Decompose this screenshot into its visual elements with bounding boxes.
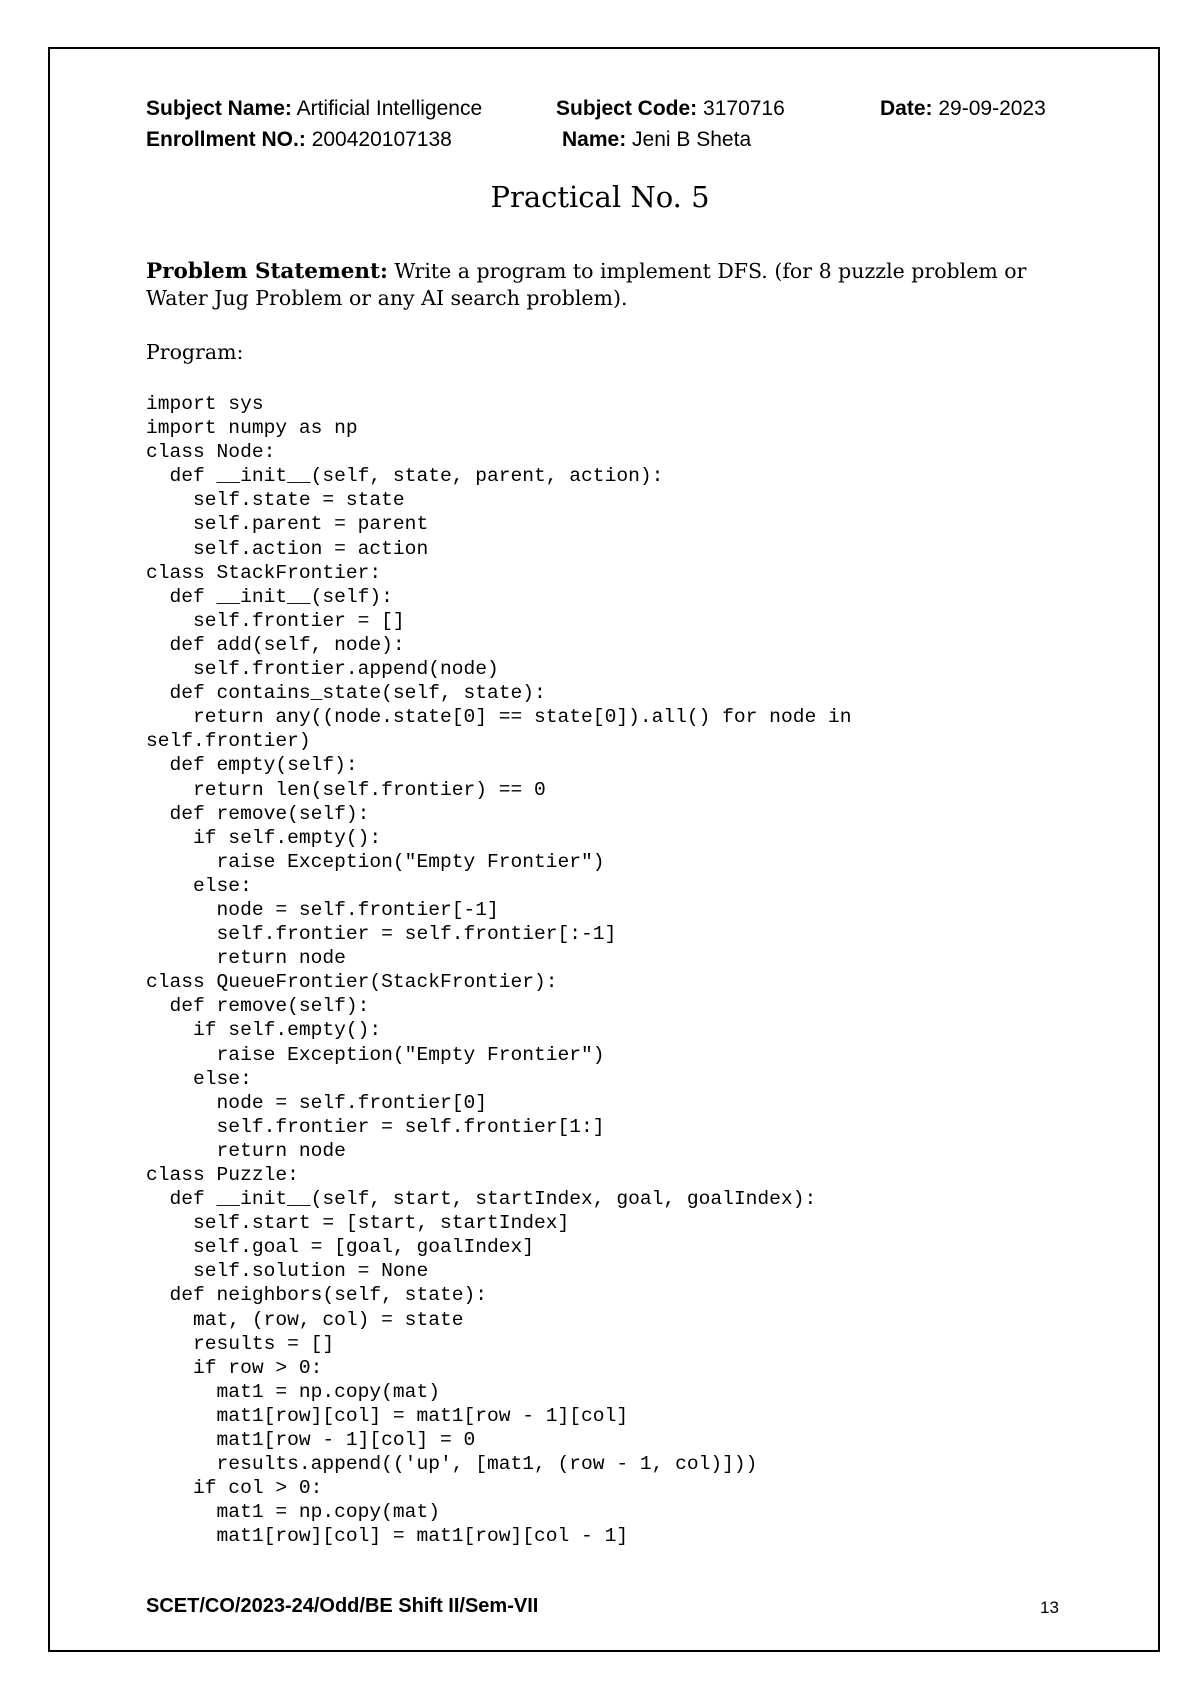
enrollment: [146, 124, 452, 155]
enrollment-label: Enrollment NO.:: [146, 128, 306, 151]
code-line: class QueueFrontier(StackFrontier):: [146, 971, 558, 994]
code-line: def neighbors(self, state):: [146, 1284, 487, 1307]
student-name-label: Name:: [562, 128, 627, 151]
code-line: results.append(('up', [mat1, (row - 1, col)])): [146, 1453, 758, 1476]
code-line: self.frontier.append(node): [146, 658, 499, 681]
code-line: self.frontier = self.frontier[1:]: [146, 1115, 605, 1138]
date-label: Date:: [880, 97, 933, 120]
subject-code-value: 3170716: [703, 97, 785, 120]
code-line: if self.empty():: [146, 826, 382, 849]
code-line: node = self.frontier[0]: [146, 1091, 487, 1114]
code-line: import numpy as np: [146, 417, 358, 440]
problem-statement-label: Problem Statement:: [146, 259, 388, 284]
code-line: if row > 0:: [146, 1356, 323, 1379]
date: [880, 93, 1046, 124]
page-number: 13: [1040, 1598, 1059, 1617]
enrollment-value: 200420107138: [311, 128, 452, 151]
code-line: def add(self, node):: [146, 633, 405, 656]
subject-code: [556, 93, 785, 124]
code-line: return node: [146, 947, 346, 970]
practical-title: Practical No. 5: [490, 180, 710, 214]
code-line: mat1[row][col] = mat1[row][col - 1]: [146, 1525, 629, 1548]
code-line: raise Exception("Empty Frontier"): [146, 850, 605, 873]
date-value: 29-09-2023: [938, 97, 1046, 120]
code-line: self.frontier): [146, 730, 311, 753]
code-line: mat1[row - 1][col] = 0: [146, 1429, 476, 1452]
code-line: class StackFrontier:: [146, 561, 382, 584]
subject-name-label: Subject Name:: [146, 97, 292, 120]
code-line: return any((node.state[0] == state[0]).all() for node in: [146, 706, 852, 729]
code-line: self.action = action: [146, 537, 429, 560]
code-line: self.goal = [goal, goalIndex]: [146, 1236, 535, 1259]
code-line: mat1 = np.copy(mat): [146, 1380, 440, 1403]
student-name-value: Jeni B Sheta: [632, 128, 752, 151]
subject-name: [146, 93, 482, 124]
subject-name-value: Artificial Intelligence: [296, 97, 483, 120]
code-line: if self.empty():: [146, 1019, 382, 1042]
code-line: def remove(self):: [146, 995, 370, 1018]
code-line: def __init__(self):: [146, 585, 393, 608]
code-line: mat, (row, col) = state: [146, 1308, 464, 1331]
header-row-1: [146, 93, 1066, 124]
code-line: if col > 0:: [146, 1477, 323, 1500]
code-line: self.state = state: [146, 489, 405, 512]
code-line: return node: [146, 1139, 346, 1162]
code-line: def empty(self):: [146, 754, 358, 777]
problem-statement-text: Write a program to implement DFS. (for 8 puzzle problem or Water Jug Problem or any AI search problem).: [146, 259, 1027, 310]
code-line: node = self.frontier[-1]: [146, 898, 499, 921]
code-line: def __init__(self, state, parent, action):: [146, 465, 664, 488]
header-row-2: [146, 124, 1066, 155]
code-line: def remove(self):: [146, 802, 370, 825]
footer-course: SCET/CO/2023-24/Odd/BE Shift II/Sem-VII: [146, 1595, 539, 1617]
code-line: self.solution = None: [146, 1260, 429, 1283]
code-line: def contains_state(self, state):: [146, 682, 546, 705]
code-line: else:: [146, 874, 252, 897]
code-line: self.start = [start, startIndex]: [146, 1212, 570, 1235]
code-line: self.frontier = []: [146, 609, 405, 632]
code-line: def __init__(self, start, startIndex, goal, goalIndex):: [146, 1188, 817, 1211]
code-line: else:: [146, 1067, 252, 1090]
subject-code-label: Subject Code:: [556, 97, 698, 120]
code-line: raise Exception("Empty Frontier"): [146, 1043, 605, 1066]
code-line: mat1 = np.copy(mat): [146, 1501, 440, 1524]
code-line: results = []: [146, 1332, 335, 1355]
code-line: import sys: [146, 393, 264, 415]
student-name: [562, 124, 751, 155]
code-line: class Node:: [146, 441, 276, 464]
code-line: return len(self.frontier) == 0: [146, 778, 546, 801]
code-line: class Puzzle:: [146, 1164, 299, 1186]
code-block: [146, 392, 852, 1549]
code-line: mat1[row][col] = mat1[row - 1][col]: [146, 1404, 629, 1427]
program-label: Program:: [146, 340, 244, 364]
problem-statement: [146, 258, 1066, 311]
document-header: [146, 93, 1066, 155]
code-line: self.frontier = self.frontier[:-1]: [146, 923, 617, 946]
code-line: self.parent = parent: [146, 513, 429, 536]
